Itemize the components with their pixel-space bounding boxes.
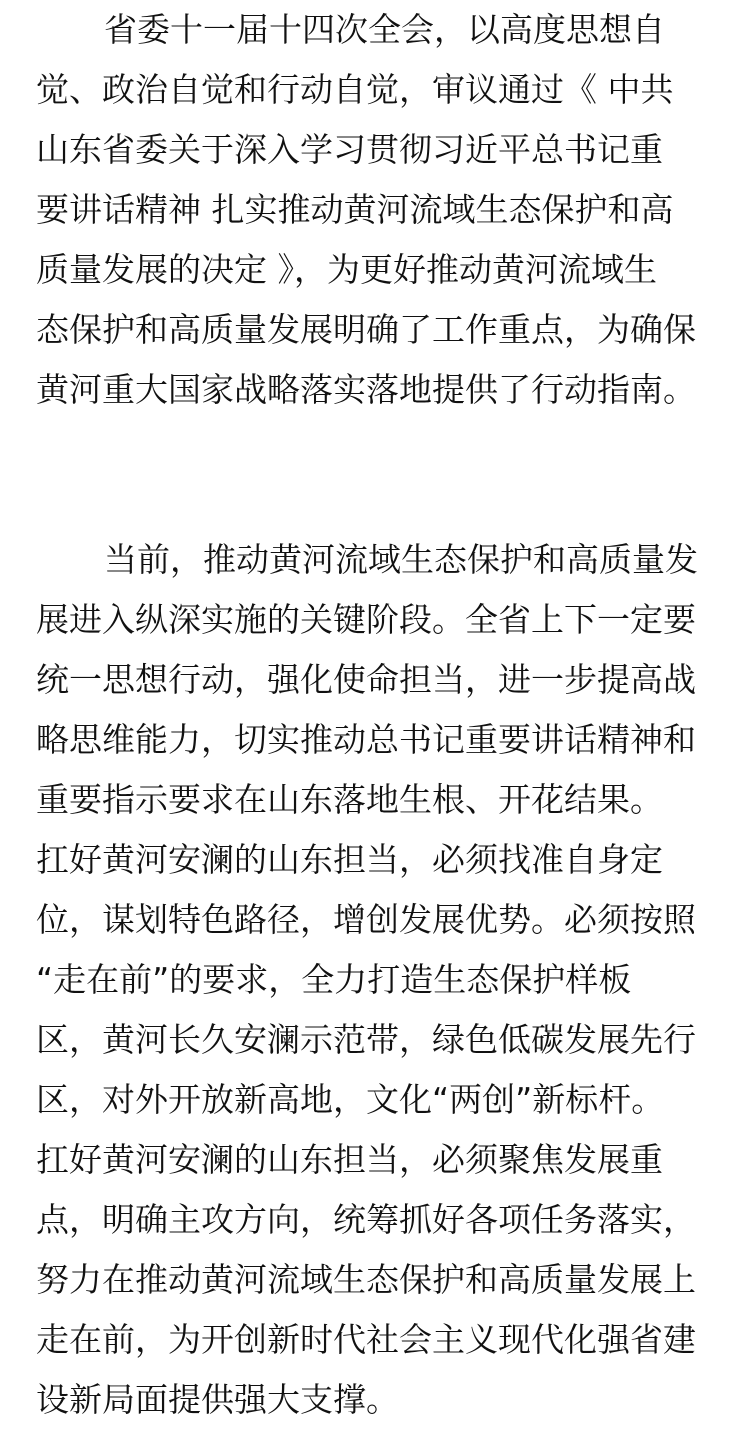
paragraph-line: 当前，推动黄河流域生态保护和高质量发 xyxy=(104,540,698,579)
paragraph-line: 扛好黄河安澜的山东担当，必须找准自身定 xyxy=(36,840,663,879)
paragraph-line: 觉、政治自觉和行动自觉，审议通过《 中共 xyxy=(36,70,674,109)
paragraph-line: 设新局面提供强大支撑。 xyxy=(36,1380,399,1419)
paragraph-line: 扛好黄河安澜的山东担当，必须聚焦发展重 xyxy=(36,1140,663,1179)
paragraph-line: 质量发展的决定 》，为更好推动黄河流域生 xyxy=(36,250,657,289)
paragraph-line: 区，黄河长久安澜示范带，绿色低碳发展先行 xyxy=(36,1020,696,1059)
paragraph-line: 走在前，为开创新时代社会主义现代化强省建 xyxy=(36,1320,696,1359)
article-body xyxy=(36,0,718,1430)
paragraph-line: 态保护和高质量发展明确了工作重点，为确保 xyxy=(36,310,696,349)
paragraph-line: 略思维能力，切实推动总书记重要讲话精神和 xyxy=(36,720,696,759)
paragraph-line: 努力在推动黄河流域生态保护和高质量发展上 xyxy=(36,1260,696,1299)
paragraph-line: 位，谋划特色路径，增创发展优势。必须按照 xyxy=(36,900,696,939)
paragraph-spacer xyxy=(36,420,718,530)
paragraph-line: “走在前”的要求，全力打造生态保护样板 xyxy=(36,960,632,999)
paragraph-line: 展进入纵深实施的关键阶段。全省上下一定要 xyxy=(36,600,696,639)
paragraph-2 xyxy=(36,530,718,1430)
paragraph-line: 重要指示要求在山东落地生根、开花结果。 xyxy=(36,780,663,819)
paragraph-line: 区，对外开放新高地，文化“两创”新标杆。 xyxy=(36,1080,665,1119)
paragraph-line: 统一思想行动，强化使命担当，进一步提高战 xyxy=(36,660,696,699)
paragraph-line: 点，明确主攻方向，统筹抓好各项任务落实， xyxy=(36,1200,696,1239)
paragraph-1 xyxy=(36,0,718,420)
paragraph-line: 黄河重大国家战略落实落地提供了行动指南。 xyxy=(36,370,696,409)
paragraph-line: 要讲话精神 扎实推动黄河流域生态保护和高 xyxy=(36,190,674,229)
paragraph-line: 省委十一届十四次全会，以高度思想自 xyxy=(104,10,665,49)
paragraph-line: 山东省委关于深入学习贯彻习近平总书记重 xyxy=(36,130,663,169)
